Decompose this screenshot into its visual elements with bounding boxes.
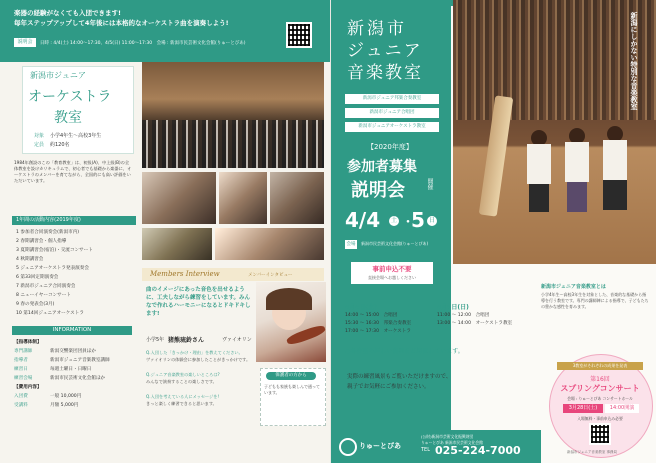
no-reservation: 事前申込不要 [372, 265, 412, 273]
note-label: 保護者の方から [266, 372, 316, 380]
year-label: 【2020年度】 [367, 143, 413, 151]
info-label: 説明会 [14, 38, 36, 47]
cover-title-3: 音楽教室 [347, 63, 423, 83]
stage-photo [453, 0, 656, 264]
info-value: 新潟交響楽団団員ほか [50, 349, 96, 354]
day2-row: 13:00 〜 14:00 オーケストラ教室 [437, 321, 513, 326]
yearly-item: 1 参加者合同演奏会(新潟市内) [16, 230, 80, 235]
orchestra-photo [142, 62, 324, 168]
info-key: 指導者 [14, 358, 28, 363]
target-value: 小学4年生〜高校3年生 [50, 133, 102, 139]
yearly-item: 10 第14回ジュニアオーケストラ [16, 311, 84, 316]
yearly-item: 8 ニューイヤーコンサート [16, 293, 71, 298]
cover-page [331, 0, 656, 463]
yearly-item: 9 春の発表会(3月) [16, 302, 55, 307]
date-day1: 土 [390, 217, 397, 224]
capacity-value: 約120名 [50, 142, 70, 148]
org-line-1: (公財)新潟市芸術文化振興財団 [421, 434, 474, 439]
course-3: 新潟市ジュニアオーケストラ教室 [345, 122, 439, 132]
logo-text: りゅーとぴあ [359, 442, 401, 450]
member-grade: 小学5年 [146, 337, 165, 343]
venue-label: 会場 [346, 242, 356, 247]
course-2: 新潟市ジュニア合唱団 [345, 108, 439, 118]
date-sep: ・ [401, 215, 415, 231]
concert-ribbon: 3教室がそれぞれの成果を発表 [557, 362, 643, 370]
recruit-heading: 参加者募集 [347, 159, 417, 175]
qa3-answer: きっと楽しく練習できると思います。 [146, 401, 217, 406]
cover-title-1: 新潟市 [347, 19, 407, 39]
yearly-item: 7 新潟市ジュニア合同演奏会 [16, 284, 76, 289]
concert-date: 3月28日(土) [563, 404, 603, 413]
day1-title: 4月4日(土) [345, 304, 377, 311]
info-key: 【費用内容】 [14, 385, 42, 390]
interview-sub: メンバーインタビュー [248, 273, 293, 278]
member-photo [256, 282, 326, 362]
concert-note: 入場無料・事前申込み必要 [577, 416, 623, 421]
session-heading: 説明会 [351, 180, 405, 201]
info-value: 新潟市民芸術文化会館ほか [50, 376, 106, 381]
day2-title: 4月5日(日) [437, 304, 469, 311]
practice-photo-1 [142, 172, 216, 224]
info-text: 日時 : 4/4(土) 14:00〜17:30、4/5(日) 11:00〜17:30 会場 : 新潟市民芸術文化会館(りゅーとぴあ) [40, 41, 246, 46]
qa2-answer: みんなで演奏することの楽しさです。 [146, 379, 217, 384]
cover-title-2: ジュニア [347, 41, 423, 61]
info-key: 練習会場 [14, 376, 33, 381]
practice-photo-4 [142, 228, 212, 260]
member-name: 猪熊琉鈴さん [168, 337, 205, 344]
yearly-title: 1年間の活動内容(2019年度) [12, 216, 136, 225]
interview-quote: 曲のイメージにあった音色を出せるように、工夫しながら練習をしています。みんなで作れるハーモニーになるとドキドキします! [146, 287, 251, 317]
concert-time: 14:00開演 [605, 404, 639, 413]
title-line-1: オーケストラ [28, 89, 112, 105]
title-line-2: 教室 [54, 110, 82, 126]
title-badge: 新潟市ジュニア [30, 71, 86, 80]
practice-photo-5 [215, 228, 324, 260]
yearly-item: 3 夏期講習会(宿泊)・交流コンサート [16, 248, 93, 253]
concert-qr-icon[interactable] [589, 423, 611, 445]
target-label: 対象 [34, 133, 45, 139]
info-value: 月額 5,000円 [50, 403, 79, 408]
info-key: 練習日 [14, 367, 28, 372]
info-value: 一般 10,000円 [50, 394, 82, 399]
concert-num: 第16回 [590, 376, 610, 383]
practice-photo-3 [270, 172, 324, 224]
banner-line-2: 毎年ステップアップして4年後には本格的なオーケストラ曲を演奏しよう! [14, 19, 229, 27]
logo-icon [339, 438, 357, 456]
yearly-item: 2 春期講習会・個人指導 [16, 239, 67, 244]
interview-title: Members Interview [150, 270, 220, 278]
info-key: 受講料 [14, 403, 28, 408]
qa3-question: Q.入団を考えている人にメッセージを! [146, 394, 220, 399]
tel-number[interactable]: 025-224-7000 [435, 444, 521, 457]
org-line-2: りゅーとぴあ 新潟市民芸術文化会館 [421, 440, 483, 445]
vertical-catch: 新潟にしかない特別な音楽教室 [630, 12, 639, 110]
info-value: 毎週土曜日・日曜日 [50, 367, 92, 372]
small-footer: 新潟市ジュニア音楽教室 事務局 [567, 450, 618, 454]
yearly-item: 5 ジュニアオーケストラ発表演奏会 [16, 266, 89, 271]
concert-venue: 会場 : りゅーとぴあ コンサートホール [567, 396, 633, 401]
info-key: 専門講師 [14, 349, 33, 354]
about-title: 新潟市ジュニア音楽教室とは [541, 284, 606, 290]
about-text: 小学4年生〜高校3年生を対象とした、音楽的な基礎から指導を行う教室です。専門の講師陣による指導で、子どもたちの豊かな感性を育みます。 [541, 292, 649, 309]
date-day2: 日 [428, 217, 435, 224]
invite-line-1: 実際の練習風景もご覧いただけますので、 [347, 374, 452, 380]
qa1-answer: ヴァイオリンの体験会に参加したことがきっかけです。 [146, 357, 251, 362]
info-key: 【指導体制】 [14, 340, 42, 345]
course-1: 新潟市ジュニア邦楽合奏教室 [345, 94, 439, 104]
qa2-question: Q.ジュニア音楽教室の楽しいところは? [146, 372, 220, 377]
tel-label: TEL [421, 447, 430, 453]
yearly-item: 4 秋期講習会 [16, 257, 44, 262]
kaisai-label: 開催 [426, 178, 433, 190]
banner-line-1: 楽器の経験がなくても入団できます! [14, 9, 121, 17]
description: 1984年創設のこの「教育教室」は、初級(A)、中上級(B)の全体教室を設けカリキュラムで、初心者でも基礎から楽器に、オーケストラのメンバーを育てながら、全国的にも高い評価をいただいています。 [14, 160, 132, 183]
day2-row: 11:00 〜 12:00 合唱団 [437, 313, 490, 318]
capacity-label: 定員 [34, 142, 45, 148]
date-main: 4/4 [345, 208, 381, 232]
date-main-2: 5 [411, 208, 425, 232]
concert-title: スプリングコンサート [560, 384, 640, 393]
contents-note: ○各教室の詳しい資料をご用意しています。 [345, 348, 464, 355]
venue-text: 新潟市民芸術文化会館(りゅーとぴあ) [361, 241, 429, 246]
day1-row: 17:00 〜 17:30 オーケストラ [345, 329, 411, 334]
qr-code-icon[interactable] [286, 22, 312, 48]
member-part: ヴァイオリン [222, 337, 252, 343]
info-value: 新潟市ジュニア音楽教室講師 [50, 358, 110, 363]
practice-photo-2 [219, 172, 267, 224]
note-text: 子どもも家族も楽しんで通っています。 [264, 384, 320, 395]
qa1-question: Q.入団した「きっかけ・理由」を教えてください。 [146, 350, 243, 355]
day1-row: 14:00 〜 15:00 合唱団 [345, 313, 398, 318]
yearly-item: 6 第33回定期演奏会 [16, 275, 59, 280]
info-key: 入団費 [14, 394, 28, 399]
invite-line-2: 親子でお気軽にご参加ください。 [347, 384, 430, 390]
no-reservation-sub: 直接会場へお越しください [368, 275, 416, 280]
day1-row: 15:30 〜 16:30 邦楽合奏教室 [345, 321, 412, 326]
info-heading: INFORMATION [12, 326, 132, 335]
